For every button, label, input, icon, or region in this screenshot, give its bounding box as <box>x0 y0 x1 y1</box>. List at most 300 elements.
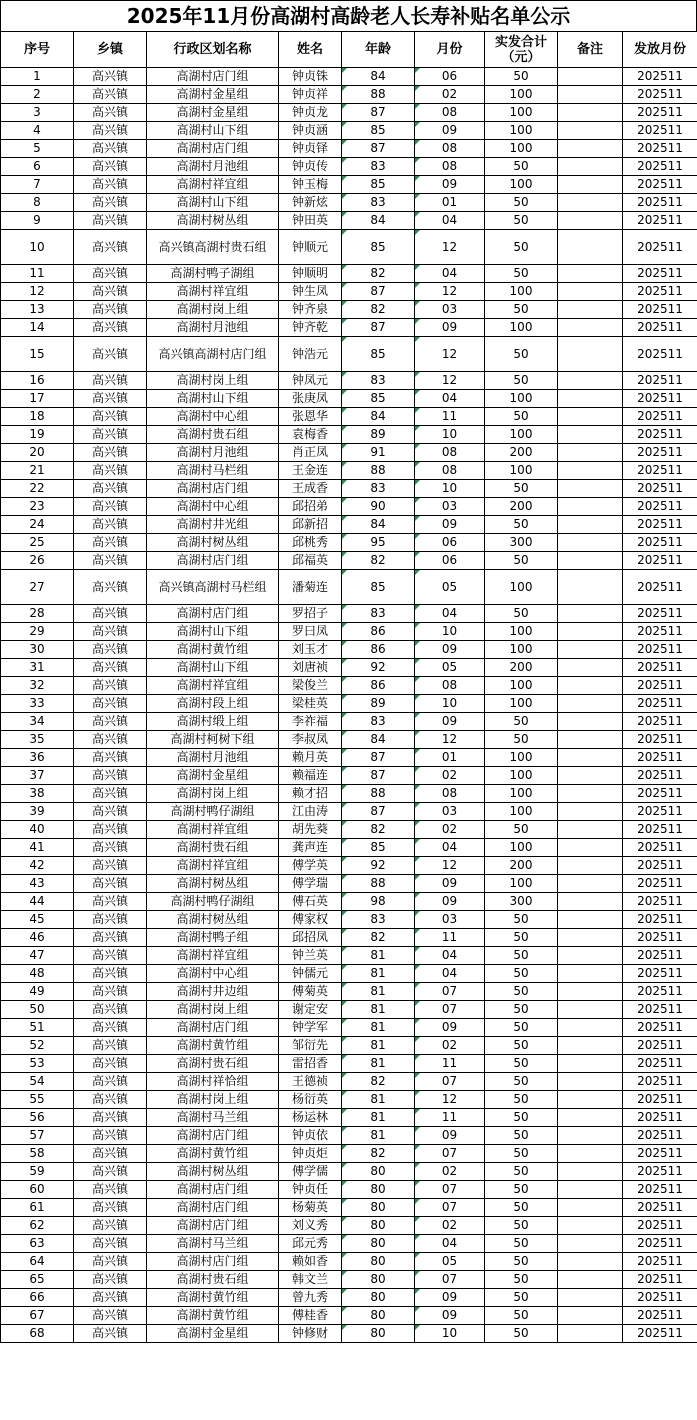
cell-remark <box>558 176 623 194</box>
cell-pay-month: 202511 <box>623 516 697 534</box>
cell-pay-month: 202511 <box>623 839 697 857</box>
cell-age: 83 <box>342 911 415 929</box>
cell-name: 钟贞铎 <box>279 140 342 158</box>
cell-age: 81 <box>342 965 415 983</box>
cell-remark <box>558 319 623 337</box>
cell-division: 高湖村店门组 <box>147 140 279 158</box>
cell-division: 高湖村黄竹组 <box>147 1037 279 1055</box>
cell-amount: 50 <box>485 1109 558 1127</box>
cell-name: 韩文兰 <box>279 1271 342 1289</box>
cell-division: 高湖村祥宜组 <box>147 821 279 839</box>
cell-remark <box>558 516 623 534</box>
cell-age: 82 <box>342 929 415 947</box>
cell-remark <box>558 929 623 947</box>
table-row <box>1 1235 697 1253</box>
cell-month: 09 <box>415 713 485 731</box>
cell-index: 28 <box>1 605 74 623</box>
cell-month: 07 <box>415 1199 485 1217</box>
cell-division: 高湖村贵石组 <box>147 839 279 857</box>
cell-township: 高兴镇 <box>74 426 147 444</box>
cell-remark <box>558 390 623 408</box>
cell-name: 钟凤元 <box>279 372 342 390</box>
cell-amount: 100 <box>485 426 558 444</box>
cell-name: 龚声连 <box>279 839 342 857</box>
table-row <box>1 104 697 122</box>
cell-age: 85 <box>342 839 415 857</box>
cell-pay-month: 202511 <box>623 122 697 140</box>
cell-amount: 50 <box>485 911 558 929</box>
table-row <box>1 426 697 444</box>
cell-township: 高兴镇 <box>74 1181 147 1199</box>
cell-amount: 50 <box>485 516 558 534</box>
table-row <box>1 785 697 803</box>
cell-age: 89 <box>342 426 415 444</box>
cell-month: 11 <box>415 1055 485 1073</box>
cell-month: 04 <box>415 965 485 983</box>
cell-division: 高湖村店门组 <box>147 1181 279 1199</box>
cell-name: 邱元秀 <box>279 1235 342 1253</box>
cell-amount: 50 <box>485 552 558 570</box>
cell-month: 12 <box>415 283 485 301</box>
cell-amount: 50 <box>485 265 558 283</box>
cell-remark <box>558 498 623 516</box>
cell-township: 高兴镇 <box>74 372 147 390</box>
table-row <box>1 408 697 426</box>
cell-age: 80 <box>342 1199 415 1217</box>
cell-month: 09 <box>415 1307 485 1325</box>
cell-amount: 100 <box>485 140 558 158</box>
table-row <box>1 498 697 516</box>
cell-township: 高兴镇 <box>74 319 147 337</box>
cell-name: 邱福英 <box>279 552 342 570</box>
cell-pay-month: 202511 <box>623 552 697 570</box>
cell-township: 高兴镇 <box>74 408 147 426</box>
table-row <box>1 623 697 641</box>
cell-name: 钟贞任 <box>279 1181 342 1199</box>
cell-month: 04 <box>415 390 485 408</box>
cell-remark <box>558 713 623 731</box>
cell-amount: 50 <box>485 1181 558 1199</box>
cell-name: 袁梅香 <box>279 426 342 444</box>
cell-amount: 50 <box>485 372 558 390</box>
cell-month: 07 <box>415 1073 485 1091</box>
cell-name: 钟玉梅 <box>279 176 342 194</box>
cell-month: 02 <box>415 1217 485 1235</box>
cell-index: 37 <box>1 767 74 785</box>
cell-remark <box>558 194 623 212</box>
table-row <box>1 821 697 839</box>
cell-division: 高湖村祥宜组 <box>147 283 279 301</box>
cell-age: 98 <box>342 893 415 911</box>
cell-division: 高湖村祥宜组 <box>147 677 279 695</box>
cell-age: 86 <box>342 677 415 695</box>
cell-age: 85 <box>342 570 415 605</box>
cell-remark <box>558 122 623 140</box>
cell-township: 高兴镇 <box>74 176 147 194</box>
table-row <box>1 695 697 713</box>
cell-township: 高兴镇 <box>74 1235 147 1253</box>
cell-month: 02 <box>415 86 485 104</box>
cell-amount: 50 <box>485 1235 558 1253</box>
cell-remark <box>558 803 623 821</box>
cell-township: 高兴镇 <box>74 641 147 659</box>
cell-remark <box>558 480 623 498</box>
cell-month: 10 <box>415 695 485 713</box>
cell-index: 52 <box>1 1037 74 1055</box>
cell-remark <box>558 749 623 767</box>
cell-pay-month: 202511 <box>623 1001 697 1019</box>
cell-amount: 100 <box>485 749 558 767</box>
cell-age: 80 <box>342 1163 415 1181</box>
cell-age: 80 <box>342 1253 415 1271</box>
cell-township: 高兴镇 <box>74 1271 147 1289</box>
cell-name: 钟贞龙 <box>279 104 342 122</box>
cell-month: 02 <box>415 1163 485 1181</box>
cell-township: 高兴镇 <box>74 337 147 372</box>
table-row <box>1 158 697 176</box>
cell-pay-month: 202511 <box>623 767 697 785</box>
cell-remark <box>558 1199 623 1217</box>
cell-amount: 200 <box>485 498 558 516</box>
table-row <box>1 230 697 265</box>
cell-remark <box>558 767 623 785</box>
cell-age: 87 <box>342 319 415 337</box>
cell-amount: 50 <box>485 1289 558 1307</box>
cell-index: 21 <box>1 462 74 480</box>
cell-index: 8 <box>1 194 74 212</box>
cell-index: 23 <box>1 498 74 516</box>
cell-name: 杨衍英 <box>279 1091 342 1109</box>
cell-amount: 50 <box>485 1091 558 1109</box>
cell-age: 84 <box>342 212 415 230</box>
cell-pay-month: 202511 <box>623 1037 697 1055</box>
cell-month: 04 <box>415 265 485 283</box>
cell-township: 高兴镇 <box>74 212 147 230</box>
cell-month: 08 <box>415 104 485 122</box>
cell-pay-month: 202511 <box>623 265 697 283</box>
cell-month: 08 <box>415 677 485 695</box>
cell-township: 高兴镇 <box>74 552 147 570</box>
cell-division: 高湖村月池组 <box>147 749 279 767</box>
cell-name: 杨菊英 <box>279 1199 342 1217</box>
cell-name: 刘玉才 <box>279 641 342 659</box>
cell-pay-month: 202511 <box>623 1109 697 1127</box>
cell-amount: 100 <box>485 695 558 713</box>
cell-amount: 50 <box>485 731 558 749</box>
cell-township: 高兴镇 <box>74 1091 147 1109</box>
cell-division: 高湖村祥宜组 <box>147 947 279 965</box>
cell-division: 高湖村贵石组 <box>147 1271 279 1289</box>
cell-index: 33 <box>1 695 74 713</box>
cell-pay-month: 202511 <box>623 803 697 821</box>
table-row <box>1 803 697 821</box>
cell-name: 王金连 <box>279 462 342 480</box>
cell-name: 傅学英 <box>279 857 342 875</box>
cell-age: 87 <box>342 749 415 767</box>
cell-name: 梁桂英 <box>279 695 342 713</box>
cell-pay-month: 202511 <box>623 641 697 659</box>
subsidy-table <box>0 31 697 1343</box>
cell-township: 高兴镇 <box>74 749 147 767</box>
cell-pay-month: 202511 <box>623 1235 697 1253</box>
cell-pay-month: 202511 <box>623 283 697 301</box>
cell-division: 高湖村缎上组 <box>147 713 279 731</box>
cell-township: 高兴镇 <box>74 122 147 140</box>
cell-name: 钟贞涵 <box>279 122 342 140</box>
cell-remark <box>558 875 623 893</box>
cell-township: 高兴镇 <box>74 516 147 534</box>
cell-township: 高兴镇 <box>74 1127 147 1145</box>
cell-township: 高兴镇 <box>74 534 147 552</box>
cell-amount: 100 <box>485 283 558 301</box>
cell-index: 58 <box>1 1145 74 1163</box>
cell-age: 86 <box>342 641 415 659</box>
cell-division: 高湖村马兰组 <box>147 1109 279 1127</box>
cell-amount: 200 <box>485 444 558 462</box>
table-row <box>1 1091 697 1109</box>
cell-name: 傅家权 <box>279 911 342 929</box>
cell-pay-month: 202511 <box>623 319 697 337</box>
cell-age: 81 <box>342 1127 415 1145</box>
cell-division: 高湖村井边组 <box>147 983 279 1001</box>
cell-age: 87 <box>342 803 415 821</box>
cell-division: 高湖村中心组 <box>147 965 279 983</box>
cell-month: 03 <box>415 301 485 319</box>
cell-amount: 200 <box>485 857 558 875</box>
cell-month: 09 <box>415 1019 485 1037</box>
cell-age: 83 <box>342 480 415 498</box>
table-row <box>1 965 697 983</box>
cell-amount: 100 <box>485 875 558 893</box>
cell-remark <box>558 911 623 929</box>
cell-pay-month: 202511 <box>623 68 697 86</box>
cell-pay-month: 202511 <box>623 408 697 426</box>
table-row <box>1 534 697 552</box>
cell-township: 高兴镇 <box>74 301 147 319</box>
cell-pay-month: 202511 <box>623 372 697 390</box>
cell-index: 9 <box>1 212 74 230</box>
cell-pay-month: 202511 <box>623 1325 697 1343</box>
table-row <box>1 605 697 623</box>
cell-name: 胡先葵 <box>279 821 342 839</box>
cell-index: 20 <box>1 444 74 462</box>
cell-age: 87 <box>342 283 415 301</box>
cell-index: 59 <box>1 1163 74 1181</box>
cell-age: 83 <box>342 158 415 176</box>
cell-month: 03 <box>415 911 485 929</box>
cell-pay-month: 202511 <box>623 893 697 911</box>
cell-pay-month: 202511 <box>623 947 697 965</box>
cell-division: 高湖村山下组 <box>147 390 279 408</box>
cell-age: 87 <box>342 140 415 158</box>
cell-index: 18 <box>1 408 74 426</box>
cell-pay-month: 202511 <box>623 1019 697 1037</box>
table-row <box>1 444 697 462</box>
cell-township: 高兴镇 <box>74 947 147 965</box>
header-division: 行政区划名称 <box>147 32 279 68</box>
cell-age: 81 <box>342 947 415 965</box>
cell-division: 高湖村月池组 <box>147 158 279 176</box>
cell-name: 钟贞依 <box>279 1127 342 1145</box>
cell-age: 86 <box>342 623 415 641</box>
cell-division: 高湖村山下组 <box>147 659 279 677</box>
cell-age: 80 <box>342 1325 415 1343</box>
cell-township: 高兴镇 <box>74 713 147 731</box>
cell-division: 高湖村店门组 <box>147 1253 279 1271</box>
cell-month: 03 <box>415 498 485 516</box>
cell-name: 钟兰英 <box>279 947 342 965</box>
cell-division: 高湖村金星组 <box>147 767 279 785</box>
cell-month: 05 <box>415 1253 485 1271</box>
cell-name: 王成香 <box>279 480 342 498</box>
cell-township: 高兴镇 <box>74 785 147 803</box>
cell-month: 12 <box>415 857 485 875</box>
cell-index: 34 <box>1 713 74 731</box>
cell-month: 07 <box>415 1001 485 1019</box>
cell-amount: 50 <box>485 1073 558 1091</box>
cell-index: 67 <box>1 1307 74 1325</box>
cell-division: 高湖村店门组 <box>147 1199 279 1217</box>
cell-township: 高兴镇 <box>74 1217 147 1235</box>
table-body <box>1 68 697 1343</box>
cell-month: 10 <box>415 1325 485 1343</box>
table-row <box>1 122 697 140</box>
cell-index: 27 <box>1 570 74 605</box>
cell-remark <box>558 983 623 1001</box>
cell-month: 09 <box>415 122 485 140</box>
cell-name: 钟田英 <box>279 212 342 230</box>
cell-month: 04 <box>415 947 485 965</box>
cell-age: 88 <box>342 86 415 104</box>
cell-age: 83 <box>342 372 415 390</box>
cell-pay-month: 202511 <box>623 1181 697 1199</box>
cell-index: 62 <box>1 1217 74 1235</box>
cell-pay-month: 202511 <box>623 86 697 104</box>
cell-month: 07 <box>415 1145 485 1163</box>
cell-division: 高湖村树丛组 <box>147 875 279 893</box>
cell-division: 高兴镇高湖村贵石组 <box>147 230 279 265</box>
cell-index: 47 <box>1 947 74 965</box>
cell-remark <box>558 1307 623 1325</box>
cell-name: 傅学儒 <box>279 1163 342 1181</box>
cell-pay-month: 202511 <box>623 158 697 176</box>
cell-township: 高兴镇 <box>74 893 147 911</box>
cell-name: 王德祯 <box>279 1073 342 1091</box>
table-row <box>1 1055 697 1073</box>
header-row <box>1 32 697 68</box>
cell-township: 高兴镇 <box>74 821 147 839</box>
cell-pay-month: 202511 <box>623 1073 697 1091</box>
cell-age: 82 <box>342 821 415 839</box>
cell-remark <box>558 1181 623 1199</box>
cell-pay-month: 202511 <box>623 749 697 767</box>
table-row <box>1 319 697 337</box>
cell-amount: 50 <box>485 1199 558 1217</box>
cell-name: 肖正凤 <box>279 444 342 462</box>
cell-remark <box>558 230 623 265</box>
cell-month: 08 <box>415 158 485 176</box>
cell-division: 高湖村岗上组 <box>147 372 279 390</box>
cell-amount: 100 <box>485 319 558 337</box>
cell-remark <box>558 68 623 86</box>
cell-name: 刘唐祯 <box>279 659 342 677</box>
cell-index: 3 <box>1 104 74 122</box>
cell-age: 85 <box>342 176 415 194</box>
cell-division: 高湖村黄竹组 <box>147 1289 279 1307</box>
cell-remark <box>558 372 623 390</box>
cell-pay-month: 202511 <box>623 570 697 605</box>
cell-name: 谢定安 <box>279 1001 342 1019</box>
table-row <box>1 659 697 677</box>
cell-remark <box>558 426 623 444</box>
cell-pay-month: 202511 <box>623 1271 697 1289</box>
cell-remark <box>558 731 623 749</box>
cell-township: 高兴镇 <box>74 1307 147 1325</box>
cell-pay-month: 202511 <box>623 498 697 516</box>
cell-index: 35 <box>1 731 74 749</box>
cell-division: 高湖村祥恰组 <box>147 1073 279 1091</box>
cell-month: 08 <box>415 785 485 803</box>
cell-name: 钟浩元 <box>279 337 342 372</box>
cell-pay-month: 202511 <box>623 230 697 265</box>
cell-amount: 100 <box>485 839 558 857</box>
cell-name: 钟贞传 <box>279 158 342 176</box>
cell-remark <box>558 1145 623 1163</box>
header-index: 序号 <box>1 32 74 68</box>
cell-remark <box>558 659 623 677</box>
table-row <box>1 1325 697 1343</box>
header-pay-month: 发放月份 <box>623 32 697 68</box>
cell-age: 81 <box>342 1091 415 1109</box>
cell-pay-month: 202511 <box>623 857 697 875</box>
cell-name: 邱招弟 <box>279 498 342 516</box>
cell-township: 高兴镇 <box>74 86 147 104</box>
cell-name: 钟儒元 <box>279 965 342 983</box>
cell-amount: 100 <box>485 803 558 821</box>
table-row <box>1 1073 697 1091</box>
table-row <box>1 947 697 965</box>
cell-pay-month: 202511 <box>623 1253 697 1271</box>
table-row <box>1 1109 697 1127</box>
cell-division: 高湖村贵石组 <box>147 1055 279 1073</box>
cell-index: 31 <box>1 659 74 677</box>
cell-amount: 100 <box>485 462 558 480</box>
cell-division: 高湖村店门组 <box>147 68 279 86</box>
cell-division: 高兴镇高湖村马栏组 <box>147 570 279 605</box>
cell-age: 81 <box>342 1019 415 1037</box>
cell-township: 高兴镇 <box>74 1037 147 1055</box>
cell-township: 高兴镇 <box>74 444 147 462</box>
page-title: 2025年11月份高湖村高龄老人长寿补贴名单公示 <box>0 0 697 31</box>
cell-pay-month: 202511 <box>623 731 697 749</box>
cell-township: 高兴镇 <box>74 1109 147 1127</box>
table-row <box>1 1019 697 1037</box>
cell-name: 江由涛 <box>279 803 342 821</box>
cell-division: 高湖村鸭子组 <box>147 929 279 947</box>
cell-index: 68 <box>1 1325 74 1343</box>
cell-division: 高湖村鸭仔湖组 <box>147 803 279 821</box>
cell-month: 06 <box>415 534 485 552</box>
table-row <box>1 552 697 570</box>
cell-township: 高兴镇 <box>74 104 147 122</box>
cell-age: 82 <box>342 265 415 283</box>
cell-remark <box>558 1001 623 1019</box>
cell-amount: 50 <box>485 713 558 731</box>
cell-index: 2 <box>1 86 74 104</box>
cell-month: 11 <box>415 408 485 426</box>
cell-index: 38 <box>1 785 74 803</box>
cell-pay-month: 202511 <box>623 1199 697 1217</box>
